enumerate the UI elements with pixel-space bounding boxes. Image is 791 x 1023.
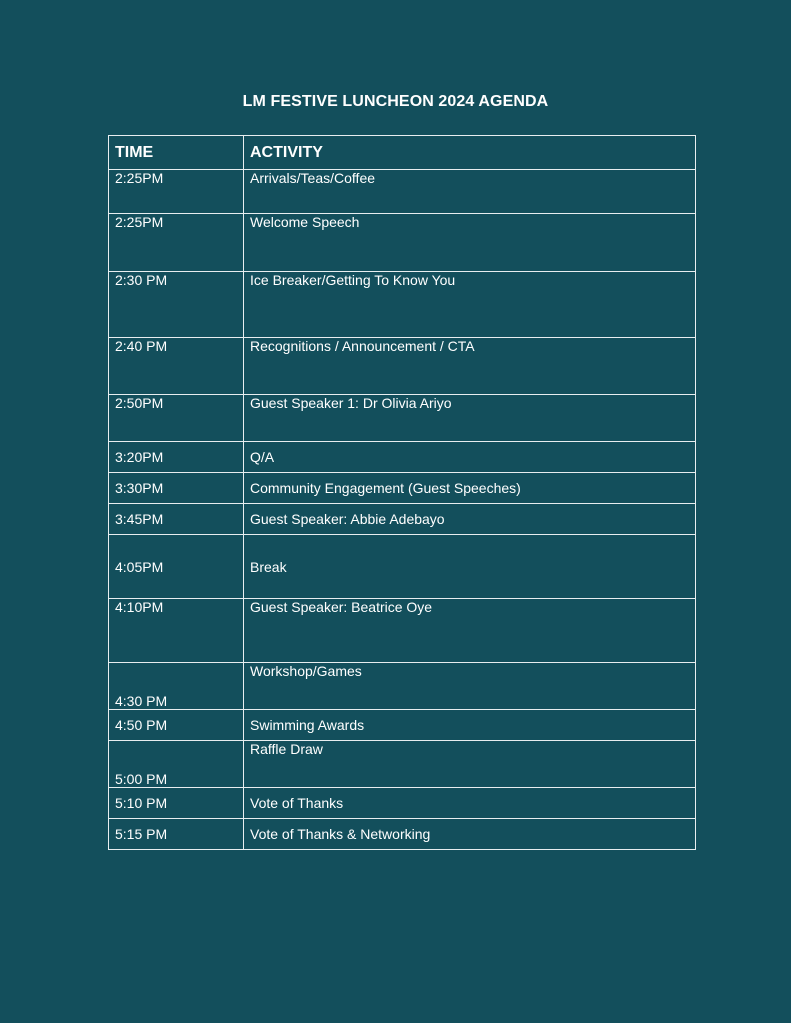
time-cell: 4:10PM: [109, 599, 244, 663]
time-cell: 4:30 PM: [109, 663, 244, 710]
table-row: [109, 741, 696, 788]
activity-cell: Workshop/Games: [244, 663, 696, 710]
time-cell: 5:00 PM: [109, 741, 244, 788]
activity-cell: Recognitions / Announcement / CTA: [244, 338, 696, 395]
activity-cell: Q/A: [244, 442, 696, 473]
time-cell: 5:15 PM: [109, 819, 244, 850]
table-row: [109, 214, 696, 272]
activity-cell: Vote of Thanks & Networking: [244, 819, 696, 850]
time-cell: 4:50 PM: [109, 710, 244, 741]
activity-cell: Community Engagement (Guest Speeches): [244, 473, 696, 504]
table-row: [109, 504, 696, 535]
time-cell: 2:25PM: [109, 214, 244, 272]
page-title: LM FESTIVE LUNCHEON 2024 AGENDA: [242, 93, 549, 110]
time-cell: 3:30PM: [109, 473, 244, 504]
table-row: [109, 663, 696, 710]
time-cell: 2:25PM: [109, 170, 244, 214]
table-row: [109, 338, 696, 395]
time-cell: 3:45PM: [109, 504, 244, 535]
activity-cell: Welcome Speech: [244, 214, 696, 272]
activity-cell: Guest Speaker: Beatrice Oye: [244, 599, 696, 663]
time-cell: 2:40 PM: [109, 338, 244, 395]
time-cell: 3:20PM: [109, 442, 244, 473]
activity-cell: Swimming Awards: [244, 710, 696, 741]
table-row: [109, 395, 696, 442]
table-header-row: [109, 136, 696, 170]
activity-cell: Arrivals/Teas/Coffee: [244, 170, 696, 214]
table-row: [109, 710, 696, 741]
activity-cell: Raffle Draw: [244, 741, 696, 788]
table-row: [109, 599, 696, 663]
activity-cell: Break: [244, 535, 696, 599]
header-time: TIME: [109, 136, 244, 170]
table-row: [109, 535, 696, 599]
table-row: [109, 170, 696, 214]
time-cell: 5:10 PM: [109, 788, 244, 819]
activity-cell: Guest Speaker 1: Dr Olivia Ariyo: [244, 395, 696, 442]
activity-cell: Vote of Thanks: [244, 788, 696, 819]
table-row: [109, 788, 696, 819]
table-row: [109, 442, 696, 473]
time-cell: 2:30 PM: [109, 272, 244, 338]
activity-cell: Ice Breaker/Getting To Know You: [244, 272, 696, 338]
time-cell: 4:05PM: [109, 535, 244, 599]
table-row: [109, 819, 696, 850]
table-row: [109, 473, 696, 504]
header-activity: ACTIVITY: [244, 136, 696, 170]
agenda-table: [108, 135, 696, 850]
activity-cell: Guest Speaker: Abbie Adebayo: [244, 504, 696, 535]
table-row: [109, 272, 696, 338]
time-cell: 2:50PM: [109, 395, 244, 442]
